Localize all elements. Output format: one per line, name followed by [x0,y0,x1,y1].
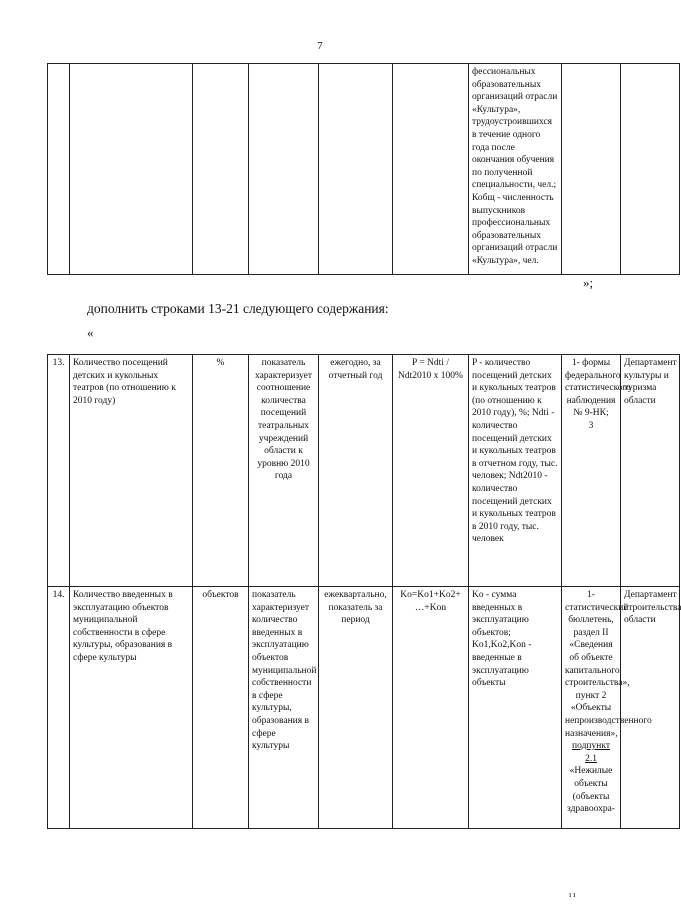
cell [393,64,469,275]
period: ежегодно, за отчетный год [319,355,393,587]
cell [621,64,680,275]
department: Департамент культуры и туризма области [621,355,680,587]
indicator-name: Количество введенных в эксплуатацию объектов муниципальной собственности в сфере культуры, образования в сфере культуры [70,587,193,829]
department: Департамент строительства области [621,587,680,829]
cell [70,64,193,275]
cell [193,64,249,275]
explanation: Ko - сумма введенных в эксплуатацию объектов; Ko1,Ko2,Kon - введенные в эксплуатацию объекты [469,587,562,829]
unit: % [193,355,249,587]
indicator-name: Количество посещений детских и кукольных театров (по отношению к 2010 году) [70,355,193,587]
closing-quote: »; [583,275,594,290]
opening-quote: « [87,325,94,340]
source-text: 1- формы федерального статистического наблюдения № 9-НК; [565,358,631,419]
row-number: 13. [48,355,70,587]
cell [319,64,393,275]
period: ежеквартально, показатель за период [319,587,393,829]
formula: Ko=Ko1+Ko2+ …+Kon [393,587,469,829]
unit: объектов [193,587,249,829]
cell [249,64,319,275]
cell [48,64,70,275]
corner-mark: ı ı [569,890,576,899]
explanation: P - количество посещений детских и кукольных театров (по отношению к 2010 году), %; Ndti - количество посещений детских и кукольных театров в отчетном году, тыс. человек; Ndt2010 - количество посещений детских и кукольных театров в 2010 году, тыс. человек [469,355,562,587]
amendment-text: дополнить строками 13-21 следующего содержания: [87,301,389,316]
source [562,587,652,829]
formula: P = Ndti / Ndt2010 x 100% [393,355,469,587]
table-row [48,355,680,587]
cell [562,64,621,275]
definition: показатель характеризует количество введенных в эксплуатацию объектов муниципальной собственности в сфере культуры, образования в сфере культуры [249,587,319,829]
top-table-fragment [47,63,680,275]
source [562,355,631,587]
indicators-table [47,354,680,829]
row-number: 14. [48,587,70,829]
source-link[interactable]: подпункт 2.1 [572,741,610,764]
table-row [48,587,680,829]
definition: показатель характеризует соотношение количества посещений театральных учреждений области к уровню 2010 года [249,355,319,587]
source-code: 3 [588,420,594,431]
page-number: 7 [317,40,323,52]
source-text: 1- статистический бюллетень, раздел II «Сведения об объекте капитального строительства», пункт 2 «Объекты непроизводственного назначения», [565,590,652,739]
explanation-cell: фессиональных образовательных организаций отрасли «Культура», трудоустроившихся в течение одного года после окончания обучения по полученной специальности, чел.; Кобщ - численность выпускников профессиональных образовательных организаций отрасли «Культура», чел. [469,64,562,275]
source-text-cont: «Нежилые объекты (объекты здравоохра- [567,766,615,815]
